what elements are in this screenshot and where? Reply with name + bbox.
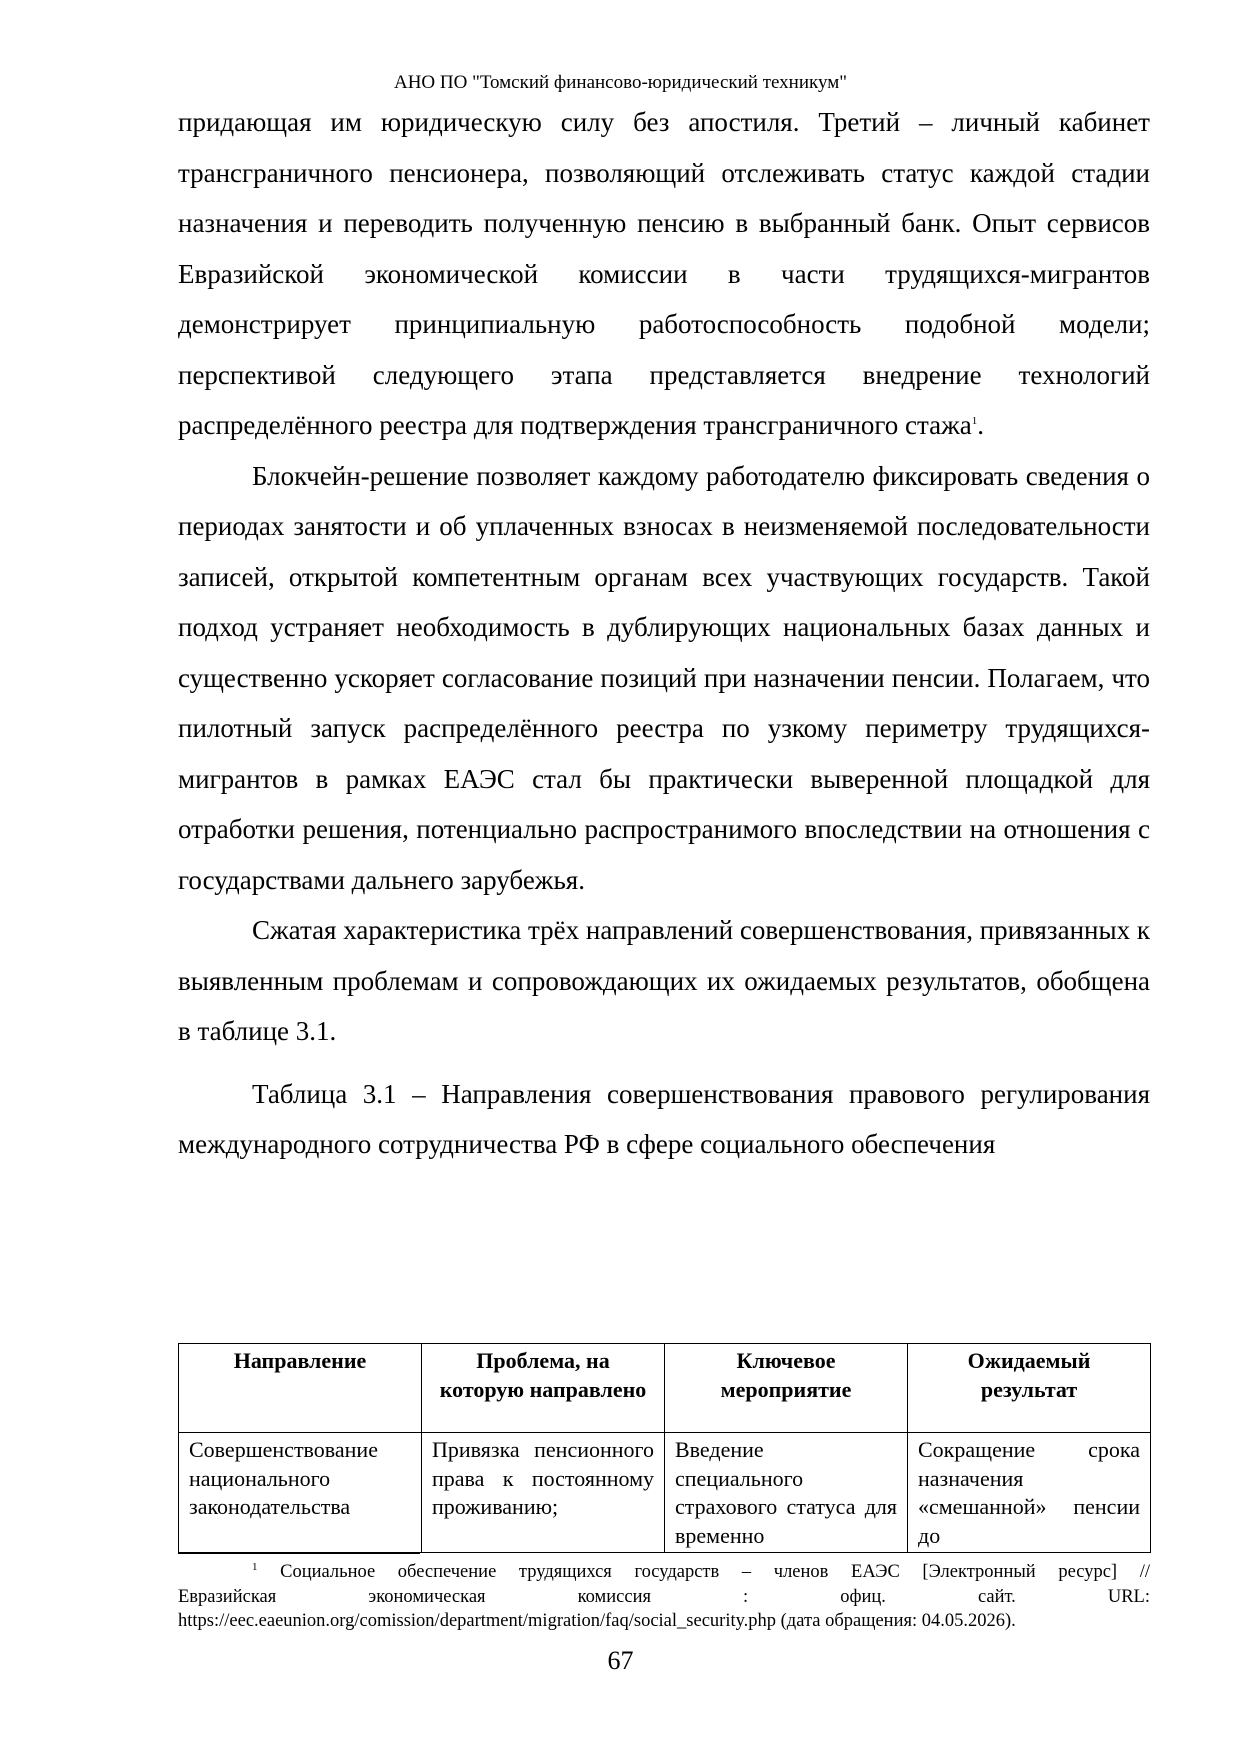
paragraph-1-text: придающая им юридическую силу без апостиля. Третий – личный кабинет трансграничного пенсионера, позволяющий отслеживать статус каждой стадии назначения и переводить полученную пенсию в выбранный банк. Опыт сервисов Евразийской экономической комиссии в части трудящихся-мигрантов демонстрирует принципиальную работоспособность подобной модели; перспективой следующего этапа представляется внедрение технологий распределённого реестра для подтверждения трансграничного стажа: [178, 107, 1150, 440]
page-number: 67: [607, 1646, 634, 1675]
page-header: АНО ПО "Томский финансово-юридический техникум": [393, 72, 848, 93]
table-caption: Таблица 3.1 – Направления совершенствования правового регулирования международного сотрудничества РФ в сфере социального обеспечения: [178, 1078, 1150, 1159]
paragraph-3: Сжатая характеристика трёх направлений совершенствования, привязанных к выявленным проблемам и сопровождающих их ожидаемых результатов, обобщена в таблице 3.1.: [178, 915, 1150, 1046]
footnote-reference[interactable]: 1: [971, 415, 978, 427]
footnote-line-1: $^1$ Социальное обеспечение трудящихся государств – членов ЕАЭС [Электронный ресурс] //: [252, 1560, 1150, 1582]
cell-direction: Совершенствование национального законодательства: [179, 1433, 422, 1553]
paragraph-1: придающая им юридическую силу без апостиля. Третий – личный кабинет трансграничного пенсионера, позволяющий отслеживать статус каждой стадии назначения и переводить полученную пенсию в выбранный банк. Опыт сервисов Евразийской экономической комиссии в части трудящихся-мигрантов демонстрирует принципиальную работоспособность подобной модели; перспективой следующего этапа представляется внедрение технологий распределённого реестра для подтверждения трансграничного стажа$^1$.: [178, 107, 1150, 440]
cell-problem: Привязка пенсионного права к постоянному проживанию;: [422, 1433, 665, 1553]
body-text: [178, 97, 1150, 1170]
header-expected-result: Ожидаемый результат: [908, 1344, 1151, 1433]
header-direction: Направление: [179, 1344, 422, 1433]
footnote-url-line[interactable]: https://eec.eaeunion.org/comission/department/migration/faq/social_security.php (дата обращения: 04.05.2026).: [178, 1611, 1016, 1631]
cell-key-measure: Введение специального страхового статуса для временно: [665, 1433, 908, 1553]
header-key-measure: Ключевое мероприятие: [665, 1344, 908, 1433]
directions-table: [178, 1343, 1151, 1553]
footnote-line-2: Евразийская экономическая комиссия : офиц. сайт. URL:: [178, 1586, 1150, 1607]
footnote: [178, 1560, 1150, 1634]
header-problem: Проблема, на которую направлено: [422, 1344, 665, 1433]
footnote-number: 1: [252, 1560, 258, 1573]
footnote-separator: [178, 1553, 420, 1554]
table-header-row: [179, 1344, 1151, 1433]
table-row: [179, 1433, 1151, 1553]
paragraph-2: Блокчейн-решение позволяет каждому работодателю фиксировать сведения о периодах занятости и об уплаченных взносах в неизменяемой последовательности записей, открытой компетентным органам всех участвующих государств. Такой подход устраняет необходимость в дублирующих национальных базах данных и существенно ускоряет согласование позиций при назначении пенсии. Полагаем, что пилотный запуск распределённого реестра по узкому периметру трудящихся-мигрантов в рамках ЕАЭС стал бы практически выверенной площадкой для отработки решения, потенциально распространимого впоследствии на отношения с государствами дальнего зарубежья.: [178, 460, 1150, 895]
cell-expected-result: Сокращение срока назначения «смешанной» пенсии до: [908, 1433, 1151, 1553]
